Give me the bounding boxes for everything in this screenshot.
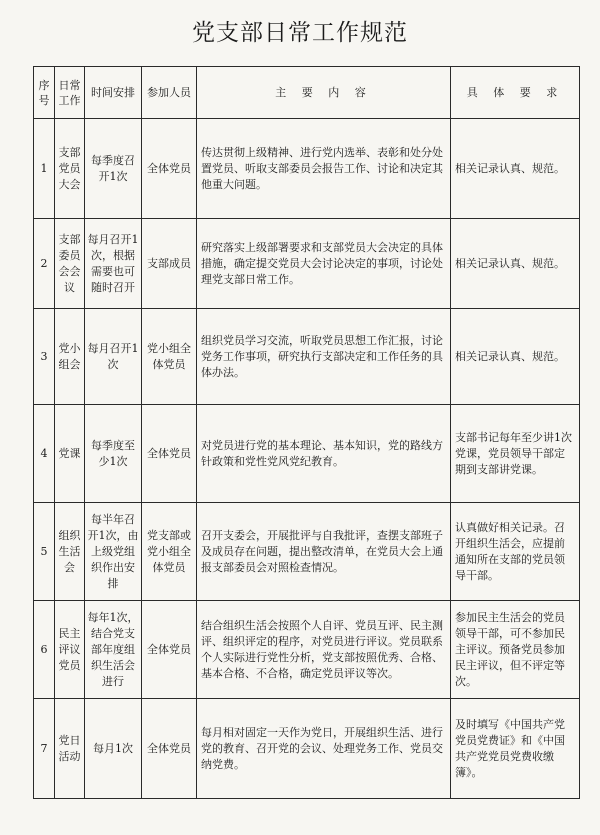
cell-requirements: 支部书记每年至少讲1次党课，党员领导干部定期到支部讲党课。 — [451, 405, 580, 503]
cell-content: 召开支委会，开展批评与自我批评，查摆支部班子及成员存在问题，提出整改清单，在党员大会上通报支部委员会对照检查情况。 — [197, 503, 451, 601]
cell-time: 每年1次，结合党支部年度组织生活会进行 — [85, 601, 142, 699]
cell-work: 党小组会 — [55, 309, 85, 405]
table-row — [34, 503, 580, 601]
cell-work: 党课 — [55, 405, 85, 503]
cell-requirements: 相关记录认真、规范。 — [451, 219, 580, 309]
cell-work: 支部委员会会议 — [55, 219, 85, 309]
cell-time: 每月1次 — [85, 699, 142, 799]
cell-content: 对党员进行党的基本理论、基本知识，党的路线方针政策和党性党风党纪教育。 — [197, 405, 451, 503]
cell-requirements: 相关记录认真、规范。 — [451, 309, 580, 405]
header-requirements: 具 体 要 求 — [451, 67, 580, 119]
cell-content: 研究落实上级部署要求和支部党员大会决定的具体措施，确定提交党员大会讨论决定的事项，讨论处理党支部日常工作。 — [197, 219, 451, 309]
cell-time: 每月召开1次，根据需要也可随时召开 — [85, 219, 142, 309]
cell-work: 党日活动 — [55, 699, 85, 799]
page-title: 党支部日常工作规范 — [192, 20, 408, 46]
table-row — [34, 699, 580, 799]
cell-requirements: 认真做好相关记录。召开组织生活会，应提前通知所在支部的党员领导干部。 — [451, 503, 580, 601]
table-row — [34, 309, 580, 405]
cell-work: 组织生活会 — [55, 503, 85, 601]
cell-time: 每月召开1次 — [85, 309, 142, 405]
cell-participants: 全体党员 — [142, 405, 197, 503]
cell-time: 每季度至少1次 — [85, 405, 142, 503]
cell-seq: 1 — [34, 119, 55, 219]
cell-participants: 全体党员 — [142, 699, 197, 799]
cell-participants: 党小组全体党员 — [142, 309, 197, 405]
cell-participants: 全体党员 — [142, 119, 197, 219]
cell-content: 每月相对固定一天作为党日，开展组织生活、进行党的教育、召开党的会议、处理党务工作、党员交纳党费。 — [197, 699, 451, 799]
cell-time: 每半年召开1次，由上级党组织作出安排 — [85, 503, 142, 601]
table-row — [34, 601, 580, 699]
cell-work: 民主评议党员 — [55, 601, 85, 699]
header-seq: 序号 — [34, 67, 55, 119]
cell-requirements: 相关记录认真、规范。 — [451, 119, 580, 219]
table-row — [34, 219, 580, 309]
cell-seq: 3 — [34, 309, 55, 405]
table-header-row — [34, 67, 580, 119]
cell-work: 支部党员大会 — [55, 119, 85, 219]
header-participants: 参加人员 — [142, 67, 197, 119]
cell-participants: 全体党员 — [142, 601, 197, 699]
cell-content: 传达贯彻上级精神、进行党内选举、表彰和处分处置党员、听取支部委员会报告工作、讨论和决定其他重大问题。 — [197, 119, 451, 219]
header-work: 日常工作 — [55, 67, 85, 119]
cell-requirements: 及时填写《中国共产党党员党费证》和《中国共产党党员党费收缴簿》。 — [451, 699, 580, 799]
cell-seq: 4 — [34, 405, 55, 503]
cell-seq: 2 — [34, 219, 55, 309]
cell-seq: 6 — [34, 601, 55, 699]
cell-content: 结合组织生活会按照个人自评、党员互评、民主测评、组织评定的程序，对党员进行评议。党员联系个人实际进行党性分析，党支部按照优秀、合格、基本合格、不合格，确定党员评议等次。 — [197, 601, 451, 699]
table-row — [34, 405, 580, 503]
header-content: 主 要 内 容 — [197, 67, 451, 119]
cell-content: 组织党员学习交流，听取党员思想工作汇报，讨论党务工作事项，研究执行支部决定和工作任务的具体办法。 — [197, 309, 451, 405]
work-norms-table — [33, 66, 580, 799]
cell-seq: 7 — [34, 699, 55, 799]
cell-time: 每季度召开1次 — [85, 119, 142, 219]
cell-seq: 5 — [34, 503, 55, 601]
table-row — [34, 119, 580, 219]
cell-requirements: 参加民主生活会的党员领导干部，可不参加民主评议。预备党员参加民主评议，但不评定等次。 — [451, 601, 580, 699]
cell-participants: 支部成员 — [142, 219, 197, 309]
header-time: 时间安排 — [85, 67, 142, 119]
cell-participants: 党支部或党小组全体党员 — [142, 503, 197, 601]
